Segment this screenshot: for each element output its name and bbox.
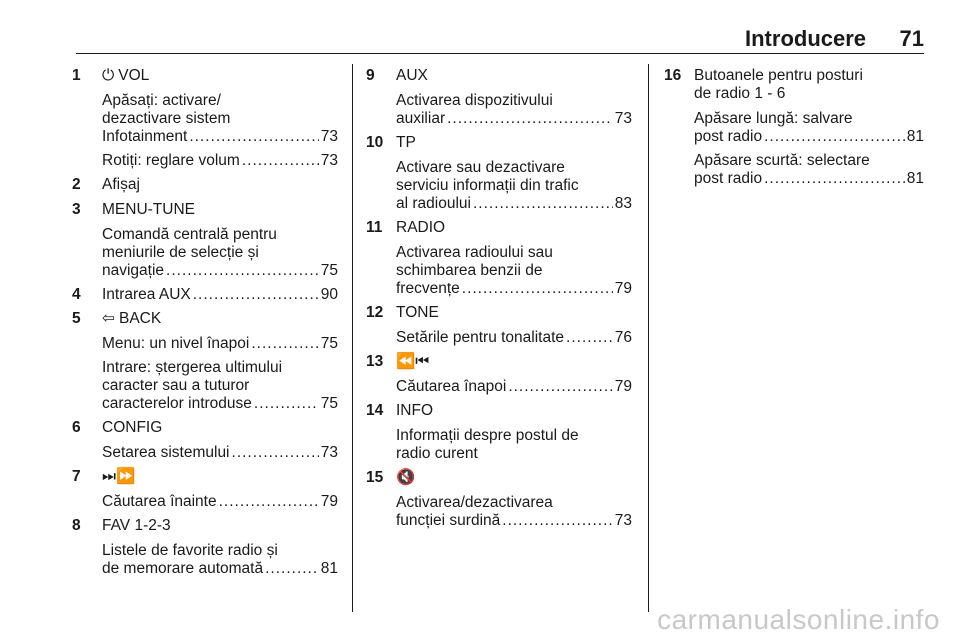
entry: Comandă centrală pentru meniurile de selecție și navigație ..... 75 — [102, 226, 338, 280]
entry: Menu: un nivel înapoi ..... 75 — [102, 335, 338, 353]
list-item — [366, 304, 632, 347]
column-separator — [352, 64, 353, 612]
list-item — [366, 353, 632, 396]
page-ref: 73 — [614, 110, 632, 127]
item-number: 1 — [72, 67, 81, 84]
entry: Căutarea înainte ..... 79 — [102, 493, 338, 511]
item-label: MENU-TUNE — [102, 201, 195, 218]
list-item — [366, 402, 632, 463]
item-number: 8 — [72, 517, 81, 534]
page-ref: 81 — [320, 560, 338, 577]
entry: Setarea sistemului ..... 73 — [102, 444, 338, 462]
list-item — [366, 469, 632, 530]
item-number: 5 — [72, 310, 81, 327]
entry: Intrare: ștergerea ultimului caracter sau a tuturor caracterelor introduse ..... 75 — [102, 359, 338, 413]
item-label: ⏻ VOL — [102, 67, 150, 84]
entry: Intrarea AUX ..... 90 — [102, 286, 338, 304]
page-ref: 90 — [320, 286, 338, 303]
item-number: 6 — [72, 419, 81, 436]
page-ref: 79 — [320, 493, 338, 510]
entry: Apăsare scurtă: selectare post radio ..... 81 — [694, 152, 924, 188]
column-1 — [72, 67, 338, 584]
item-label: CONFIG — [102, 419, 163, 436]
entry: Activarea dispozitivului auxiliar ..... 73 — [396, 92, 632, 128]
page-ref: 75 — [320, 335, 338, 352]
item-number: 4 — [72, 286, 81, 303]
item-number: 12 — [366, 304, 384, 321]
list-item — [72, 468, 338, 511]
list-item — [72, 176, 338, 194]
item-number: 10 — [366, 134, 384, 151]
entry: Activarea radioului sau schimbarea benzii de frecvențe ..... 79 — [396, 244, 632, 298]
list-item — [72, 201, 338, 280]
item-label: ⇦ BACK — [102, 310, 162, 327]
list-item — [72, 286, 338, 304]
item-label: Butoanele pentru posturi de radio 1 - 6 — [694, 67, 863, 102]
item-number: 15 — [366, 469, 384, 486]
column-2 — [366, 67, 632, 536]
page-ref: 75 — [320, 395, 338, 412]
page-ref: 73 — [320, 152, 338, 169]
list-item — [664, 67, 924, 188]
item-label: AUX — [396, 67, 428, 84]
seek-back-icon: ⏪⏮ — [396, 353, 430, 370]
list-item — [72, 67, 338, 170]
list-item — [72, 419, 338, 462]
item-label: TONE — [396, 304, 439, 321]
page-header-title: Introducere — [745, 26, 867, 51]
entry: Rotiți: reglare volum ..... 73 — [102, 152, 338, 170]
back-arrow-icon: ⇦ — [102, 310, 115, 327]
page-ref: 81 — [906, 128, 924, 145]
column-separator — [648, 64, 649, 612]
list-item — [72, 310, 338, 413]
item-label: Afișaj — [102, 176, 140, 193]
item-number: 16 — [664, 67, 682, 84]
entry: Căutarea înapoi ..... 79 — [396, 378, 632, 396]
power-icon: ⏻ — [102, 67, 115, 84]
item-label: TP — [396, 134, 416, 151]
item-number: 13 — [366, 353, 384, 370]
item-label: RADIO — [396, 219, 446, 236]
watermark: carmanualsonline.info — [657, 604, 940, 635]
mute-icon: 🔇 — [396, 469, 416, 486]
list-item — [366, 219, 632, 298]
item-number: 11 — [366, 219, 383, 236]
entry: Informații despre postul de radio curent — [396, 427, 579, 462]
page-ref: 73 — [614, 512, 632, 529]
entry: Apăsați: activare/ dezactivare sistem Infotainment ..... 73 — [102, 92, 338, 146]
page-ref: 75 — [320, 262, 338, 279]
seek-forward-icon: ⏭⏩ — [102, 468, 136, 485]
list-item — [72, 517, 338, 578]
page-number: 71 — [899, 26, 924, 51]
page-ref: 79 — [614, 378, 632, 395]
list-item — [366, 134, 632, 213]
entry: Listele de favorite radio și de memorare automată ..... 81 — [102, 542, 338, 578]
column-3 — [664, 67, 924, 194]
item-number: 2 — [72, 176, 81, 193]
entry: Apăsare lungă: salvare post radio ..... 81 — [694, 110, 924, 146]
list-item — [366, 67, 632, 128]
item-label: INFO — [396, 402, 434, 419]
item-label: FAV 1-2-3 — [102, 517, 171, 534]
header-rule — [76, 53, 924, 54]
entry: Setările pentru tonalitate ..... 76 — [396, 329, 632, 347]
item-number: 3 — [72, 201, 81, 218]
page-ref: 73 — [320, 444, 338, 461]
page-ref: 81 — [906, 170, 924, 187]
item-number: 7 — [72, 468, 81, 485]
entry: Activare sau dezactivare serviciu informații din trafic al radioului ..... 83 — [396, 159, 632, 213]
page-ref: 76 — [614, 329, 632, 346]
page-ref: 73 — [320, 128, 338, 145]
entry: Activarea/dezactivarea funcției surdină ..... 73 — [396, 494, 632, 530]
item-number: 9 — [366, 67, 375, 84]
page-ref: 83 — [614, 195, 632, 212]
item-number: 14 — [366, 402, 384, 419]
page-ref: 79 — [614, 280, 632, 297]
